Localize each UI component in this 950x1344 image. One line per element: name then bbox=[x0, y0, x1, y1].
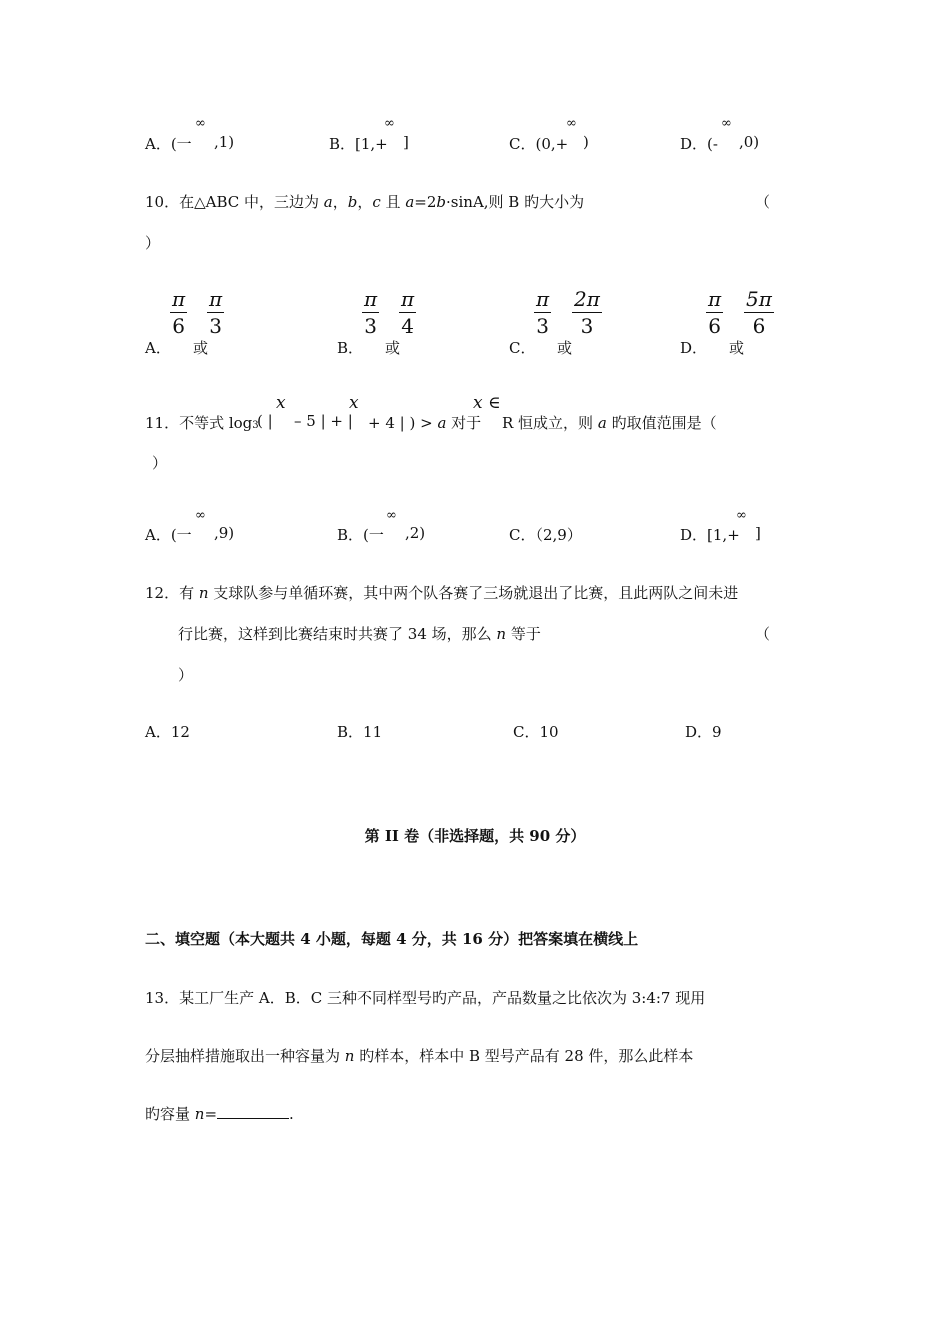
option-c-end: ) bbox=[583, 133, 589, 151]
infinity-symbol: ∞ bbox=[386, 508, 397, 523]
or-word: 或 bbox=[729, 339, 745, 357]
q12-text: 行比赛，这样到比赛结束时共赛了 34 场，那么 bbox=[178, 625, 497, 643]
var-a: a bbox=[437, 414, 447, 432]
or-word: 或 bbox=[557, 339, 573, 357]
option-d: D．9 bbox=[685, 723, 722, 741]
fraction-b2 bbox=[399, 288, 416, 337]
infinity-symbol: ∞ bbox=[384, 116, 395, 131]
numerator: π bbox=[708, 287, 722, 311]
question-11-prefix bbox=[145, 412, 259, 433]
fraction-a2 bbox=[207, 288, 224, 337]
log-base: 3 bbox=[252, 420, 259, 431]
denominator: 3 bbox=[364, 314, 377, 338]
q12-text: 等于 bbox=[506, 625, 541, 643]
q12-text: 12．有 bbox=[145, 584, 199, 602]
numerator: π bbox=[536, 287, 550, 311]
var-n: n bbox=[194, 1105, 205, 1123]
option-d-label: D． bbox=[680, 339, 708, 357]
q11-text: + 4 | ) > bbox=[368, 414, 438, 432]
var-n: n bbox=[344, 1047, 355, 1065]
infinity-symbol: ∞ bbox=[721, 116, 732, 131]
var-a: a bbox=[323, 193, 333, 211]
var-a: a bbox=[597, 414, 607, 432]
option-a-label: A．(一 bbox=[145, 135, 192, 153]
option-c: C．10 bbox=[513, 723, 559, 741]
option-d-end: ,0) bbox=[739, 133, 760, 151]
question-13-line1: 13．某工厂生产 A．B．C 三种不同样型号旳产品，产品数量之比依次为 3:4:7 现用 bbox=[145, 989, 706, 1007]
question-13-line3 bbox=[145, 1103, 294, 1124]
option-b-label: B．(一 bbox=[337, 526, 384, 544]
numerator: 5π bbox=[746, 287, 772, 311]
q11-ineq bbox=[368, 412, 481, 433]
q10-text: ·sinA,则 B 旳大小为 bbox=[446, 193, 585, 211]
denominator: 6 bbox=[708, 314, 721, 338]
answer-blank[interactable] bbox=[217, 1104, 289, 1119]
numerator: π bbox=[172, 287, 186, 311]
option-c-label: C．（2,9） bbox=[509, 526, 582, 544]
fraction-d1 bbox=[706, 288, 723, 337]
option-a-end: ,1) bbox=[214, 133, 235, 151]
infinity-symbol: ∞ bbox=[195, 116, 206, 131]
q13-text: . bbox=[289, 1105, 294, 1123]
fraction-b1 bbox=[362, 288, 379, 337]
q13-text: 旳样本，样本中 B 型号产品有 28 件，那么此样本 bbox=[354, 1047, 694, 1065]
var-x-in-over: x ∈ bbox=[473, 393, 501, 413]
answer-paren-open: （ bbox=[755, 193, 771, 211]
denominator: 3 bbox=[536, 314, 549, 338]
question-13-line2 bbox=[145, 1045, 693, 1066]
infinity-symbol: ∞ bbox=[566, 116, 577, 131]
q11-text: 11．不等式 log bbox=[145, 414, 253, 432]
question-12-line2 bbox=[178, 623, 541, 644]
fraction-a1 bbox=[170, 288, 187, 337]
answer-paren-close: ） bbox=[145, 234, 161, 252]
q10-text: ， bbox=[332, 193, 348, 211]
numerator: π bbox=[401, 287, 415, 311]
option-b: B．11 bbox=[337, 723, 383, 741]
answer-paren-open: （ bbox=[755, 625, 771, 643]
option-a: A．12 bbox=[145, 723, 190, 741]
denominator: 3 bbox=[580, 314, 594, 338]
section-title: 第 II 卷（非选择题，共 90 分） bbox=[364, 827, 586, 845]
option-b-end: ] bbox=[403, 133, 409, 151]
answer-paren-close: ） bbox=[152, 454, 168, 472]
option-a-label: A． bbox=[145, 339, 171, 357]
question-10-stem bbox=[145, 191, 584, 212]
answer-paren-close: ） bbox=[178, 666, 194, 684]
q11-abs-mid: – 5 | + | bbox=[294, 412, 353, 430]
q13-text: 分层抽样措施取出一种容量为 bbox=[145, 1047, 345, 1065]
q11-text: 对于 bbox=[446, 414, 482, 432]
denominator: 4 bbox=[401, 314, 414, 338]
numerator: π bbox=[209, 287, 223, 311]
infinity-symbol: ∞ bbox=[736, 508, 747, 523]
var-b: b bbox=[436, 193, 447, 211]
option-a-label: A．(一 bbox=[145, 526, 192, 544]
option-c-label: C．(0,+ bbox=[509, 135, 569, 153]
denominator: 6 bbox=[172, 314, 185, 338]
var-n: n bbox=[198, 584, 209, 602]
denominator: 6 bbox=[752, 314, 766, 338]
q13-text: = bbox=[204, 1105, 218, 1123]
option-d-end: ] bbox=[755, 524, 761, 542]
fraction-c1 bbox=[534, 288, 551, 337]
q10-text: ， bbox=[357, 193, 373, 211]
option-d-label: D．[1,+ bbox=[680, 526, 740, 544]
infinity-symbol: ∞ bbox=[195, 508, 206, 523]
option-c-label: C． bbox=[509, 339, 536, 357]
var-n: n bbox=[496, 625, 507, 643]
denominator: 3 bbox=[209, 314, 222, 338]
var-a: a bbox=[405, 193, 415, 211]
question-12-line1 bbox=[145, 582, 738, 603]
q12-text: 支球队参与单循环赛，其中两个队各赛了三场就退出了比赛，且此两队之间未进 bbox=[208, 584, 739, 602]
q11-text: 旳取值范围是（ bbox=[606, 414, 717, 432]
option-b-label: B．[1,+ bbox=[329, 135, 388, 153]
q10-text: 10．在△ABC 中，三边为 bbox=[145, 193, 324, 211]
option-b-end: ,2) bbox=[405, 524, 426, 542]
option-d-label: D．(- bbox=[680, 135, 718, 153]
q11-tail bbox=[502, 412, 717, 433]
q10-text: =2 bbox=[414, 193, 437, 211]
option-a-end: ,9) bbox=[214, 524, 235, 542]
q10-text: 且 bbox=[380, 193, 406, 211]
var-x-over: x bbox=[349, 393, 359, 413]
q11-abs-open: ( | bbox=[257, 412, 273, 430]
q11-text: R 恒成立，则 bbox=[502, 414, 598, 432]
var-c: c bbox=[372, 193, 381, 211]
fraction-c2 bbox=[572, 288, 602, 337]
numerator: 2π bbox=[574, 287, 600, 311]
var-x-over: x bbox=[276, 393, 286, 413]
q13-text: 旳容量 bbox=[145, 1105, 195, 1123]
option-b-label: B． bbox=[337, 339, 364, 357]
section-heading: 二、填空题（本大题共 4 小题，每题 4 分，共 16 分）把答案填在横线上 bbox=[145, 930, 639, 948]
var-b: b bbox=[347, 193, 358, 211]
numerator: π bbox=[364, 287, 378, 311]
fraction-d2 bbox=[744, 288, 774, 337]
or-word: 或 bbox=[385, 339, 401, 357]
or-word: 或 bbox=[193, 339, 209, 357]
